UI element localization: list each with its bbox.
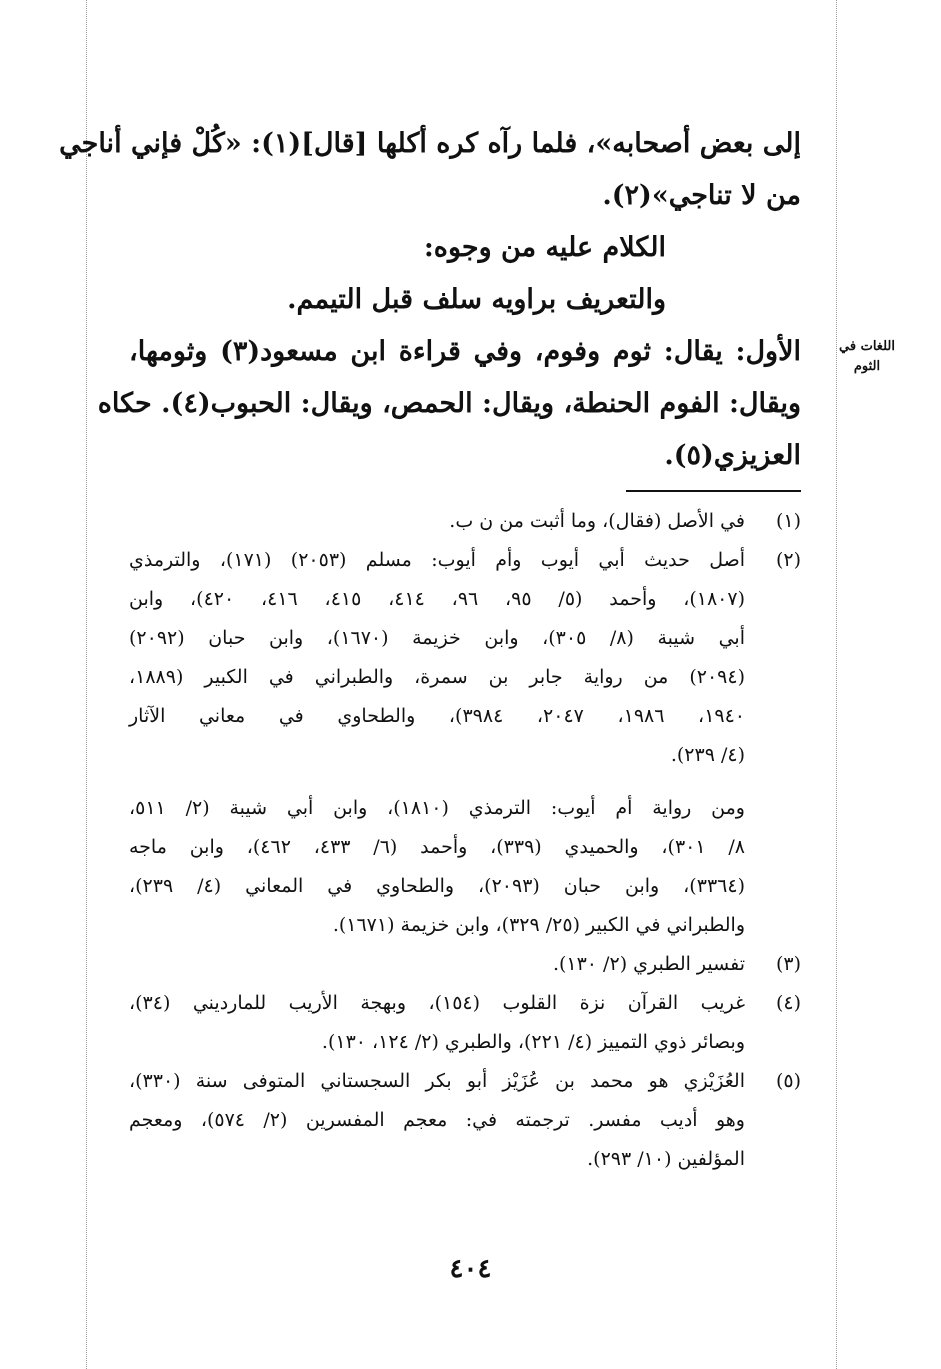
footnote-line: وبصائر ذوي التمييز (٤/ ٢٢١)، والطبري (٢/ ١٢٤، ١٣٠).	[321, 1031, 745, 1053]
margin-note-line-1: اللغات في	[839, 339, 895, 354]
main-line: الكلام عليه من وجوه:	[423, 232, 666, 263]
footnote-line: في الأصل (فقال)، وما أثبت من ن ب.	[449, 510, 745, 532]
footnote-number: (٥)	[775, 1070, 801, 1092]
main-line: العزيزي(٥).	[664, 440, 801, 471]
main-line: والتعريف براويه سلف قبل التيمم.	[287, 284, 666, 315]
footnote-number: (٤)	[775, 992, 801, 1014]
footnote-number: (٢)	[775, 549, 801, 571]
margin-note-line-2: الثوم	[853, 359, 881, 374]
page-number: ٤٠٤	[449, 1254, 492, 1284]
main-line: إلى بعض أصحابه»، فلما رآه كره أكلها [قال](١): «كُلْ فإني أناجي	[59, 128, 801, 159]
main-line: الأول: يقال: ثوم وفوم، وفي قراءة ابن مسعود(٣) وثومها،	[129, 336, 801, 367]
footnote-5	[129, 1062, 801, 1179]
footnote-line: والطبراني في الكبير (٢٥/ ٣٢٩)، وابن خزيمة (١٦٧١).	[332, 914, 745, 936]
main-line: من لا تناجي»(٢).	[602, 180, 801, 211]
footnote-number: (١)	[775, 510, 801, 532]
footnote-4	[129, 984, 801, 1062]
footnote-line: (٣٣٦٤)، وابن حبان (٢٠٩٣)، والطحاوي في المعاني (٤/ ٢٣٩)،	[129, 875, 745, 897]
main-text	[59, 118, 801, 482]
margin-note	[835, 337, 899, 377]
footnote-line: ٨/ ٣٠١)، والحميدي (٣٣٩)، وأحمد (٦/ ٤٣٣، ٤٦٢)، وابن ماجه	[129, 836, 746, 858]
footnote-line: تفسير الطبري (٢/ ١٣٠).	[552, 953, 745, 975]
footnote-line: (٢٠٩٤) من رواية جابر بن سمرة، والطبراني في الكبير (١٨٨٩،	[129, 666, 745, 688]
footnote-line: أبي شيبة (٨/ ٣٠٥)، وابن خزيمة (١٦٧٠)، وابن حبان (٢٠٩٢)	[129, 627, 745, 649]
footnote-number: (٣)	[775, 953, 801, 975]
footnote-line: العُزَيْزي هو محمد بن عُزَيْز أبو بكر السجستاني المتوفى سنة (٣٣٠)،	[129, 1070, 745, 1092]
footnote-separator	[626, 490, 801, 492]
footnotes	[129, 502, 801, 1179]
footnote-3	[129, 945, 801, 984]
footnote-line: (٤/ ٢٣٩).	[670, 744, 745, 766]
footnote-line: وهو أديب مفسر. ترجمته في: معجم المفسرين (٢/ ٥٧٤)، ومعجم	[129, 1109, 745, 1131]
footnote-line: ١٩٤٠، ١٩٨٦، ٢٠٤٧، ٣٩٨٤)، والطحاوي في معاني الآثار	[129, 705, 746, 727]
footnote-line: (١٨٠٧)، وأحمد (٥/ ٩٥، ٩٦، ٤١٤، ٤١٥، ٤١٦، ٤٢٠)، وابن	[129, 588, 746, 610]
footnote-2	[129, 541, 801, 945]
footnote-1	[129, 502, 801, 541]
footnote-line: غريب القرآن نزة القلوب (١٥٤)، وبهجة الأريب للمارديني (٣٤)،	[129, 992, 746, 1014]
footnote-line: ومن رواية أم أيوب: الترمذي (١٨١٠)، وابن أبي شيبة (٢/ ٥١١،	[129, 797, 745, 819]
footnote-line: أصل حديث أبي أيوب وأم أيوب: مسلم (٢٠٥٣) (١٧١)، والترمذي	[129, 549, 745, 571]
main-line: ويقال: الفوم الحنطة، ويقال: الحمص، ويقال: الحبوب(٤). حكاه	[97, 388, 801, 419]
footnote-line: المؤلفين (١٠/ ٢٩٣).	[587, 1148, 745, 1170]
